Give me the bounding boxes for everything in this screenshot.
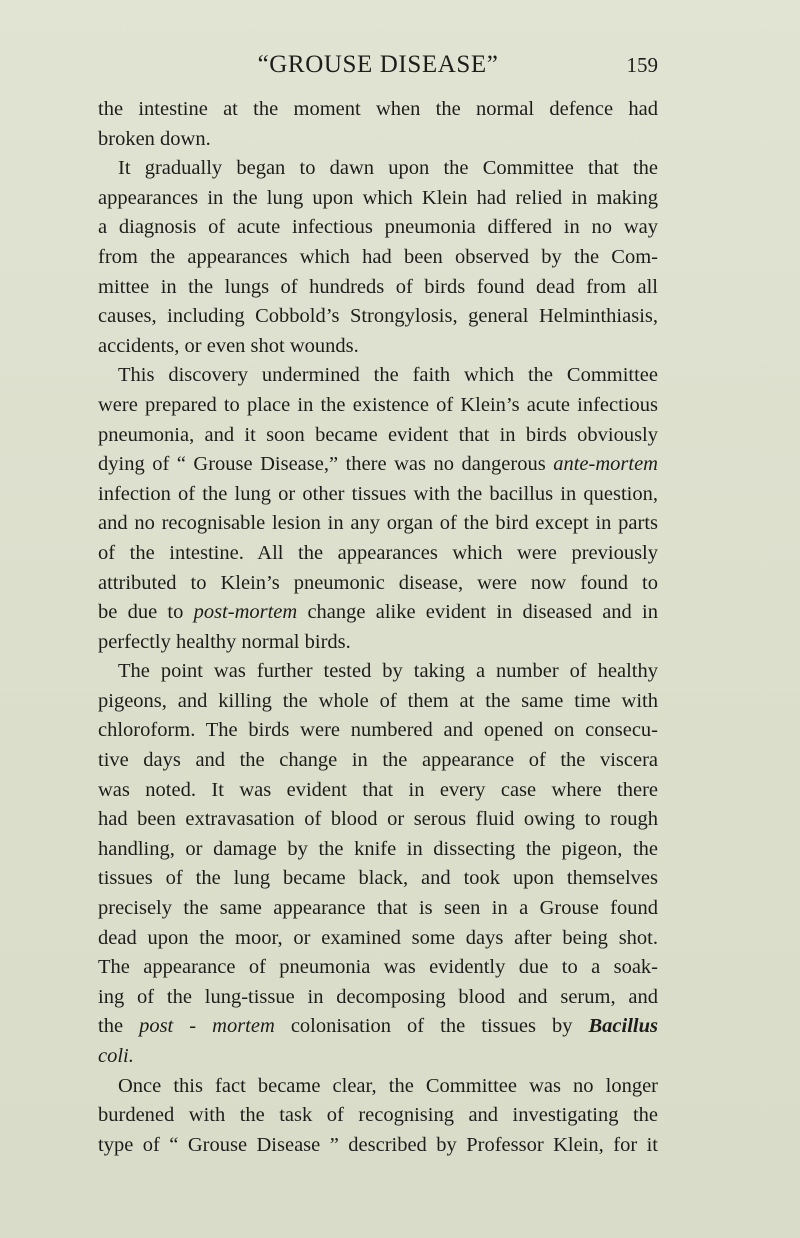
line-text: accidents, or even shot wounds. bbox=[98, 334, 359, 357]
line-text: be due to bbox=[98, 601, 194, 624]
line-text: Once this fact became clear, the Committee was no longer bbox=[118, 1074, 658, 1097]
text-line bbox=[98, 1131, 658, 1161]
line-text: broken down. bbox=[98, 127, 211, 150]
text-line bbox=[98, 1072, 658, 1102]
line-text: tive days and the change in the appearance of the viscera bbox=[98, 749, 658, 772]
line-text: handling, or damage by the knife in dissecting the pigeon, the bbox=[98, 837, 658, 860]
text-line bbox=[98, 687, 658, 717]
line-text: causes, including Cobbold’s Strongylosis, general Helminthiasis, bbox=[98, 305, 658, 328]
text-line bbox=[98, 1042, 658, 1072]
line-text: burdened with the task of recognising and investigating the bbox=[98, 1104, 658, 1127]
scientific-name: Bacillus bbox=[588, 1015, 658, 1038]
text-line bbox=[98, 746, 658, 776]
line-text: a diagnosis of acute infectious pneumonia differed in no way bbox=[98, 216, 658, 239]
line-text: pigeons, and killing the whole of them at the same time with bbox=[98, 689, 658, 712]
text-line bbox=[98, 716, 658, 746]
text-line bbox=[98, 539, 658, 569]
text-line bbox=[98, 421, 658, 451]
text-line bbox=[98, 243, 658, 273]
line-text: mittee in the lungs of hundreds of birds found dead from all bbox=[98, 275, 658, 298]
line-text: The appearance of pneumonia was evidently due to a soak- bbox=[98, 956, 658, 979]
line-text: of the intestine. All the appearances which were previously bbox=[98, 541, 658, 564]
italic-term: post - mortem bbox=[139, 1015, 275, 1038]
line-text: perfectly healthy normal birds. bbox=[98, 630, 351, 653]
text-line bbox=[98, 598, 658, 628]
text-line bbox=[98, 213, 658, 243]
line-text: dead upon the moor, or examined some days after being shot. bbox=[98, 926, 658, 949]
italic-term: post-mortem bbox=[193, 601, 298, 624]
italic-term: ante-mortem bbox=[553, 453, 658, 476]
body-text bbox=[98, 95, 658, 1160]
page-number: 159 bbox=[626, 53, 658, 77]
line-text: the bbox=[98, 1015, 140, 1038]
line-text: attributed to Klein’s pneumonic disease, were now found to bbox=[98, 571, 658, 594]
text-line bbox=[98, 924, 658, 954]
text-line bbox=[98, 1101, 658, 1131]
text-line bbox=[98, 391, 658, 421]
text-line bbox=[98, 480, 658, 510]
text-line bbox=[98, 125, 658, 155]
text-line bbox=[98, 154, 658, 184]
line-text: change alike evident in diseased and in bbox=[297, 601, 658, 624]
line-text: tissues of the lung became black, and took upon themselves bbox=[98, 867, 658, 890]
text-line bbox=[98, 450, 658, 480]
line-text: had been extravasation of blood or serous fluid owing to rough bbox=[98, 808, 658, 831]
line-text: from the appearances which had been observed by the Com- bbox=[98, 245, 658, 268]
text-line bbox=[98, 628, 658, 658]
line-text: type of “ Grouse Disease ” described by Professor Klein, for it bbox=[98, 1133, 658, 1156]
line-text: colonisation of the tissues by bbox=[274, 1015, 589, 1038]
line-text: ing of the lung-tissue in decomposing blood and serum, and bbox=[98, 985, 658, 1008]
line-text: chloroform. The birds were numbered and opened on consecu- bbox=[98, 719, 658, 742]
line-text: infection of the lung or other tissues with the bacillus in question, bbox=[98, 482, 658, 505]
running-head bbox=[98, 48, 658, 82]
line-text: pneumonia, and it soon became evident that in birds obviously bbox=[98, 423, 658, 446]
text-line bbox=[98, 953, 658, 983]
line-text: the intestine at the moment when the normal defence had bbox=[98, 98, 658, 120]
text-line bbox=[98, 1012, 658, 1042]
line-text: It gradually began to dawn upon the Committee that the bbox=[118, 157, 658, 180]
line-text: precisely the same appearance that is seen in a Grouse found bbox=[98, 897, 658, 920]
text-line bbox=[98, 509, 658, 539]
text-line bbox=[98, 95, 658, 125]
text-line bbox=[98, 835, 658, 865]
text-line bbox=[98, 864, 658, 894]
line-text: This discovery undermined the faith which the Committee bbox=[118, 364, 658, 387]
text-line bbox=[98, 332, 658, 362]
text-line bbox=[98, 894, 658, 924]
line-text: were prepared to place in the existence of Klein’s acute infectious bbox=[98, 393, 658, 416]
line-text: and no recognisable lesion in any organ of the bird except in parts bbox=[98, 512, 658, 535]
text-line bbox=[98, 361, 658, 391]
running-title: “GROUSE DISEASE” bbox=[257, 51, 499, 78]
line-text: appearances in the lung upon which Klein had relied in making bbox=[98, 186, 658, 209]
line-text: dying of “ Grouse Disease,” there was no dangerous bbox=[98, 453, 554, 476]
line-text: The point was further tested by taking a number of healthy bbox=[118, 660, 658, 683]
text-line bbox=[98, 273, 658, 303]
line-text: was noted. It was evident that in every case where there bbox=[98, 778, 658, 801]
text-line bbox=[98, 302, 658, 332]
text-line bbox=[98, 983, 658, 1013]
text-line bbox=[98, 776, 658, 806]
text-line bbox=[98, 569, 658, 599]
italic-term: coli. bbox=[98, 1045, 134, 1067]
text-line bbox=[98, 805, 658, 835]
text-line bbox=[98, 184, 658, 214]
text-line bbox=[98, 657, 658, 687]
